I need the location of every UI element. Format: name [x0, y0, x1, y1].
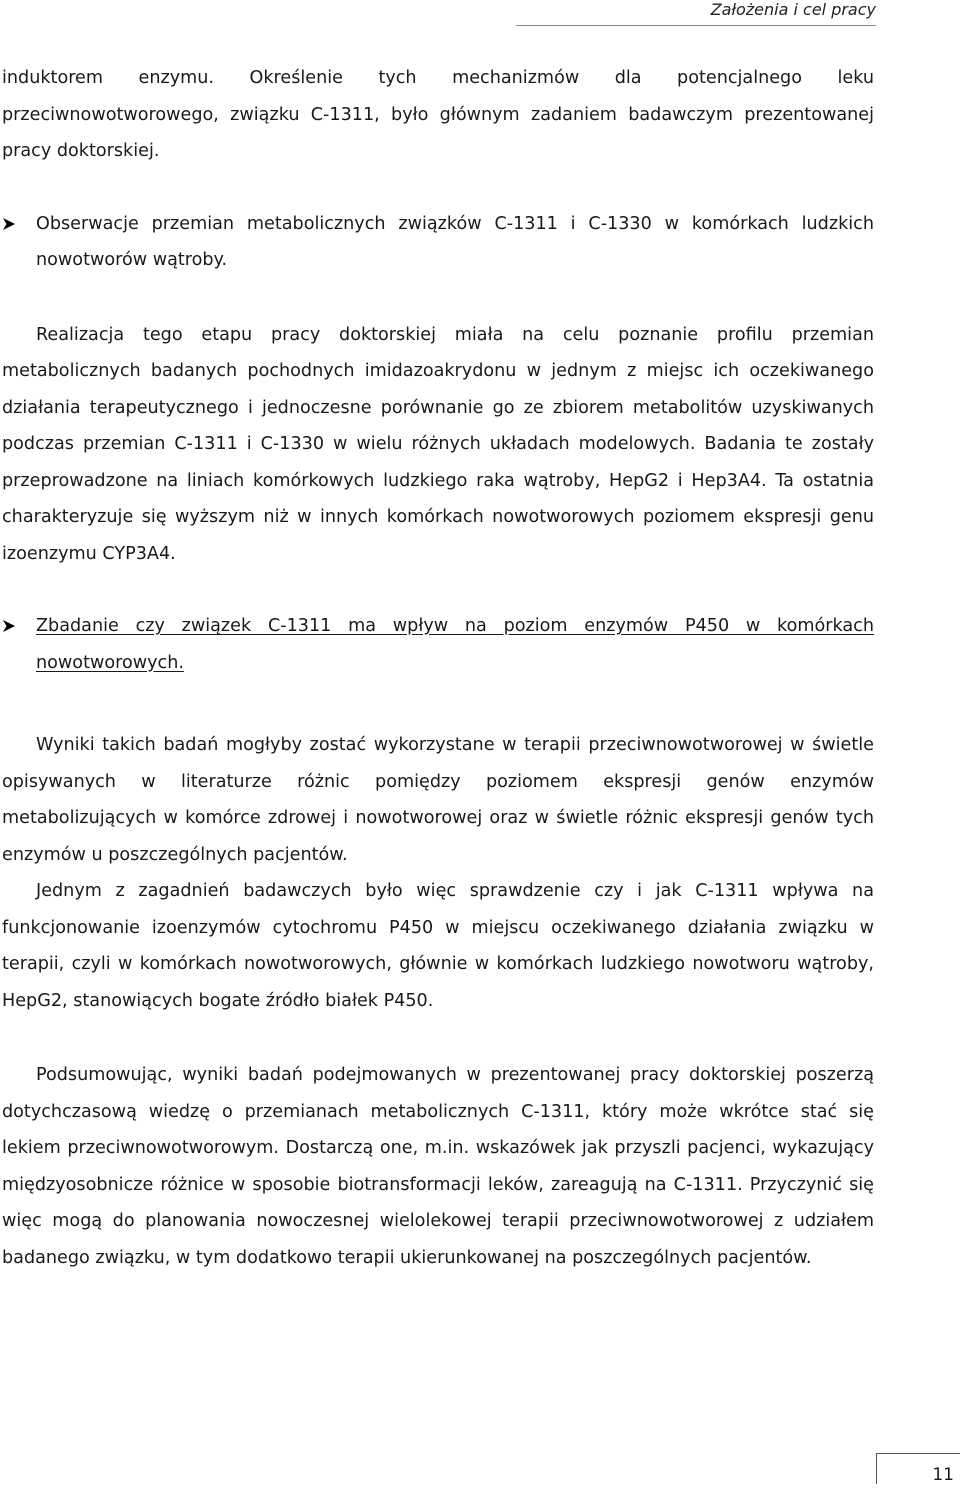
- paragraph-intro: induktorem enzymu. Określenie tych mechanizmów dla potencjalnego leku przeciwnowotworowego, związku C-1311, było głównym zadaniem badawczym prezentowanej pracy doktorskiej.: [2, 68, 874, 161]
- bullet-text-observations: Obserwacje przemian metabolicznych związków C-1311 i C-1330 w komórkach ludzkich nowotworów wątroby.: [36, 213, 874, 270]
- running-header: Założenia i cel pracy: [710, 0, 876, 19]
- arrowhead-bullet-icon: [2, 619, 16, 633]
- bullet-item-p450-study: [2, 608, 874, 681]
- bullet-text-p450-study: Zbadanie czy związek C-1311 ma wpływ na poziom enzymów P450 w komórkach nowotworowych.: [36, 616, 874, 673]
- page-content: [2, 60, 874, 1276]
- paragraph-realization: Realizacja tego etapu pracy doktorskiej miała na celu poznanie profilu przemian metabolicznych badanych pochodnych imidazoakrydonu w jednym z miejsc ich oczekiwanego działania terapeutycznego i jednoczesne porównanie go ze zbiorem metabolitów uzyskiwanych podczas przemian C-1311 i C-1330 w wielu różnych układach modelowych. Badania te zostały przeprowadzone na liniach komórkowych ludzkiego raka wątroby, HepG2 i Hep3A4. Ta ostatnia charakteryzuje się wyższym niż w innych komórkach nowotworowych poziomem ekspresji genu izoenzymu CYP3A4.: [2, 324, 874, 564]
- paragraph-summary: Podsumowując, wyniki badań podejmowanych w prezentowanej pracy doktorskiej poszerzą dotychczasową wiedzę o przemianach metabolicznych C-1311, który może wkrótce stać się lekiem przeciwnowotworowym. Dostarczą one, m.in. wskazówek jak przyszli pacjenci, wykazujący międzyosobnicze różnice w sposobie biotransformacji leków, zareagują na C-1311. Przyczynić się więc mogą do planowania nowoczesnej wielolekowej terapii przeciwnowotworowej z udziałem badanego związku, w tym dodatkowo terapii ukierunkowanej na poszczególnych pacjentów.: [2, 1065, 874, 1268]
- page-number: 11: [876, 1453, 960, 1484]
- bullet-item-observations: [2, 206, 874, 279]
- header-rule: [516, 25, 876, 26]
- paragraph-research-question: Jednym z zagadnień badawczych było więc sprawdzenie czy i jak C-1311 wpływa na funkcjonowanie izoenzymów cytochromu P450 w miejscu oczekiwanego działania związku w terapii, czyli w komórkach nowotworowych, głównie w komórkach ludzkiego nowotworu wątroby, HepG2, stanowiących bogate źródło białek P450.: [2, 881, 874, 1011]
- arrowhead-bullet-icon: [2, 217, 16, 231]
- paragraph-results: Wyniki takich badań mogłyby zostać wykorzystane w terapii przeciwnowotworowej w świetle opisywanych w literaturze różnic pomiędzy poziomem ekspresji genów enzymów metabolizujących w komórce zdrowej i nowotworowej oraz w świetle różnic ekspresji genów tych enzymów u poszczególnych pacjentów.: [2, 735, 874, 865]
